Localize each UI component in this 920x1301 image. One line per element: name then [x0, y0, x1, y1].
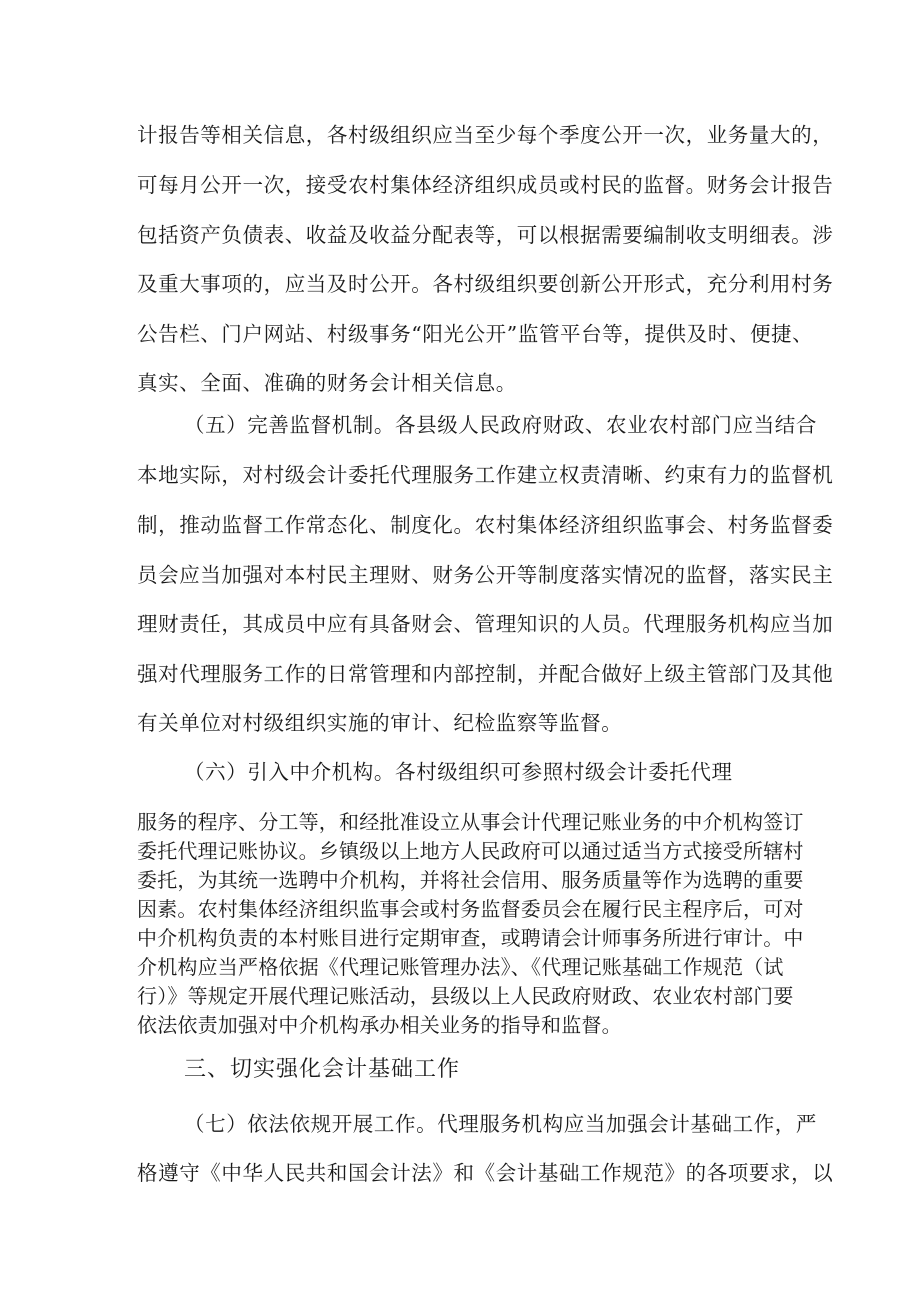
text-line: 依法依责加强对中介机构承办相关业务的指导和监督。 [137, 1013, 622, 1037]
text-line: （七）依法依规开展工作。代理服务机构应当加强会计基础工作，严 [184, 1112, 817, 1136]
text-line: 有关单位对村级组织实施的审计、纪检监察等监督。 [137, 711, 623, 735]
text-line: 介机构应当严格依据《代理记账管理办法》、《代理记账基础工作规范（试 [137, 955, 784, 979]
text-line: （五）完善监督机制。各县级人民政府财政、农业农村部门应当结合 [184, 413, 817, 437]
text-line: 包括资产负债表、收益及收益分配表等，可以根据需要编制收支明细表。涉 [137, 223, 834, 247]
text-line: （六）引入中介机构。各村级组织可参照村级会计委托代理 [184, 760, 733, 784]
text-line: 委托代理记账协议。乡镇级以上地方人民政府可以通过适当方式接受所辖村 [137, 839, 804, 863]
text-line: 及重大事项的，应当及时公开。各村级组织要创新公开形式，充分利用村务 [137, 272, 834, 296]
text-line: 本地实际，对村级会计委托代理服务工作建立权责清晰、约束有力的监督机 [137, 463, 834, 487]
text-line: 格遵守《中华人民共和国会计法》和《会计基础工作规范》的各项要求，以 [137, 1161, 834, 1185]
text-line: 理财责任，其成员中应有具备财会、管理知识的人员。代理服务机构应当加 [137, 612, 834, 636]
text-line: 公告栏、门户网站、村级事务“阳光公开”监管平台等，提供及时、便捷、 [137, 322, 814, 346]
text-line: 服务的程序、分工等，和经批准设立从事会计代理记账业务的中介机构签订 [137, 810, 804, 834]
text-line: 中介机构负责的本村账目进行定期审查，或聘请会计师事务所进行审计。中 [137, 926, 804, 950]
text-line: 计报告等相关信息，各村级组织应当至少每个季度公开一次，业务量大的， [137, 123, 834, 147]
text-line: 可每月公开一次，接受农村集体经济组织成员或村民的监督。财务会计报告 [137, 173, 834, 197]
text-line: 因素。农村集体经济组织监事会或村务监督委员会在履行民主程序后，可对 [137, 897, 804, 921]
text-line: 员会应当加强对本村民主理财、财务公开等制度落实情况的监督，落实民主 [137, 563, 834, 587]
text-line: 委托，为其统一选聘中介机构，并将社会信用、服务质量等作为选聘的重要 [137, 868, 804, 892]
section-heading: 三、切实强化会计基础工作 [184, 1057, 461, 1082]
text-line: 行）》等规定开展代理记账活动，县级以上人民政府财政、农业农村部门要 [137, 984, 794, 1008]
text-line: 强对代理服务工作的日常管理和内部控制，并配合做好上级主管部门及其他 [137, 662, 834, 686]
text-line: 真实、全面、准确的财务会计相关信息。 [137, 371, 517, 395]
text-line: 制，推动监督工作常态化、制度化。农村集体经济组织监事会、村务监督委 [137, 513, 834, 537]
